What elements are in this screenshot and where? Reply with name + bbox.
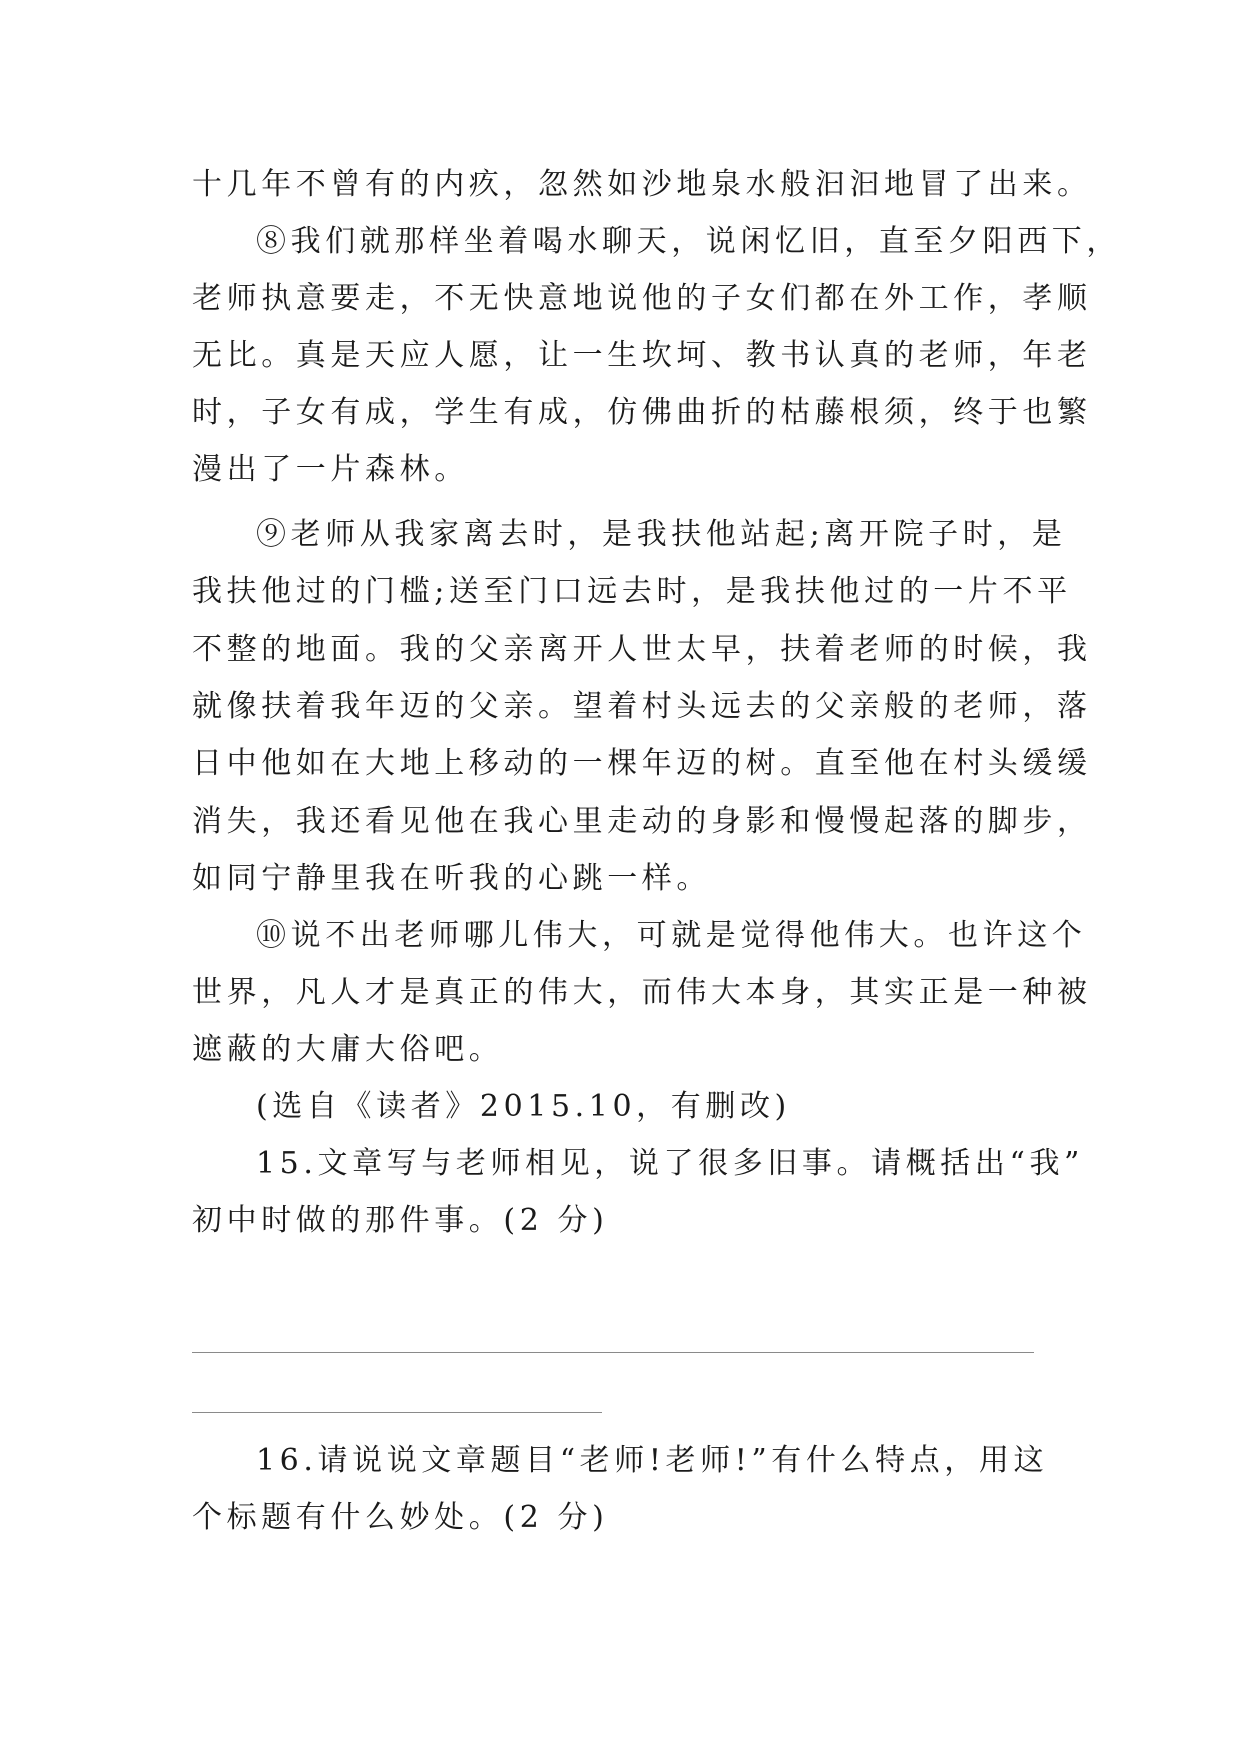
paragraph-9-line: 如同宁静里我在听我的心跳一样。 [192,861,711,896]
paragraph-10-line: 遮蔽的大庸大俗吧。 [192,1032,504,1067]
answer-line[interactable] [192,1412,602,1413]
paragraph-8-line: ⑧我们就那样坐着喝水聊天，说闲忆旧，直至夕阳西下， [256,224,1121,259]
paragraph-9-line: ⑨老师从我家离去时，是我扶他站起;离开院子时，是 [256,517,1067,552]
paragraph-9-line: 我扶他过的门槛;送至门口远去时，是我扶他过的一片不平 [192,574,1072,609]
question-16-line: 16.请说说文章题目“老师!老师!”有什么特点，用这 [256,1443,1049,1478]
paragraph-9-line: 不整的地面。我的父亲离开人世太早，扶着老师的时候，我 [192,632,1092,667]
paragraph-9-line: 就像扶着我年迈的父亲。望着村头远去的父亲般的老师，落 [192,689,1092,724]
source-citation: (选自《读者》2015.10，有删改) [256,1089,791,1124]
paragraph-9-line: 日中他如在大地上移动的一棵年迈的树。直至他在村头缓缓 [192,746,1092,781]
paragraph-9-line: 消失，我还看见他在我心里走动的身影和慢慢起落的脚步， [192,804,1092,839]
question-15-line: 15.文章写与老师相见，说了很多旧事。请概括出“我” [256,1146,1084,1181]
paragraph-8-line: 时，子女有成，学生有成，仿佛曲折的枯藤根须，终于也繁 [192,395,1092,430]
paragraph-line: 十几年不曾有的内疚，忽然如沙地泉水般汩汩地冒了出来。 [192,167,1092,202]
paragraph-8-line: 漫出了一片森林。 [192,452,469,487]
question-15-line: 初中时做的那件事。(2 分) [192,1203,609,1238]
paragraph-10-line: 世界，凡人才是真正的伟大，而伟大本身，其实正是一种被 [192,975,1092,1010]
question-16-line: 个标题有什么妙处。(2 分) [192,1500,609,1535]
paragraph-10-line: ⑩说不出老师哪儿伟大，可就是觉得他伟大。也许这个 [256,918,1087,953]
answer-line[interactable] [192,1352,1034,1353]
paragraph-8-line: 无比。真是天应人愿，让一生坎坷、教书认真的老师，年老 [192,338,1092,373]
paragraph-8-line: 老师执意要走，不无快意地说他的子女们都在外工作，孝顺 [192,281,1092,316]
